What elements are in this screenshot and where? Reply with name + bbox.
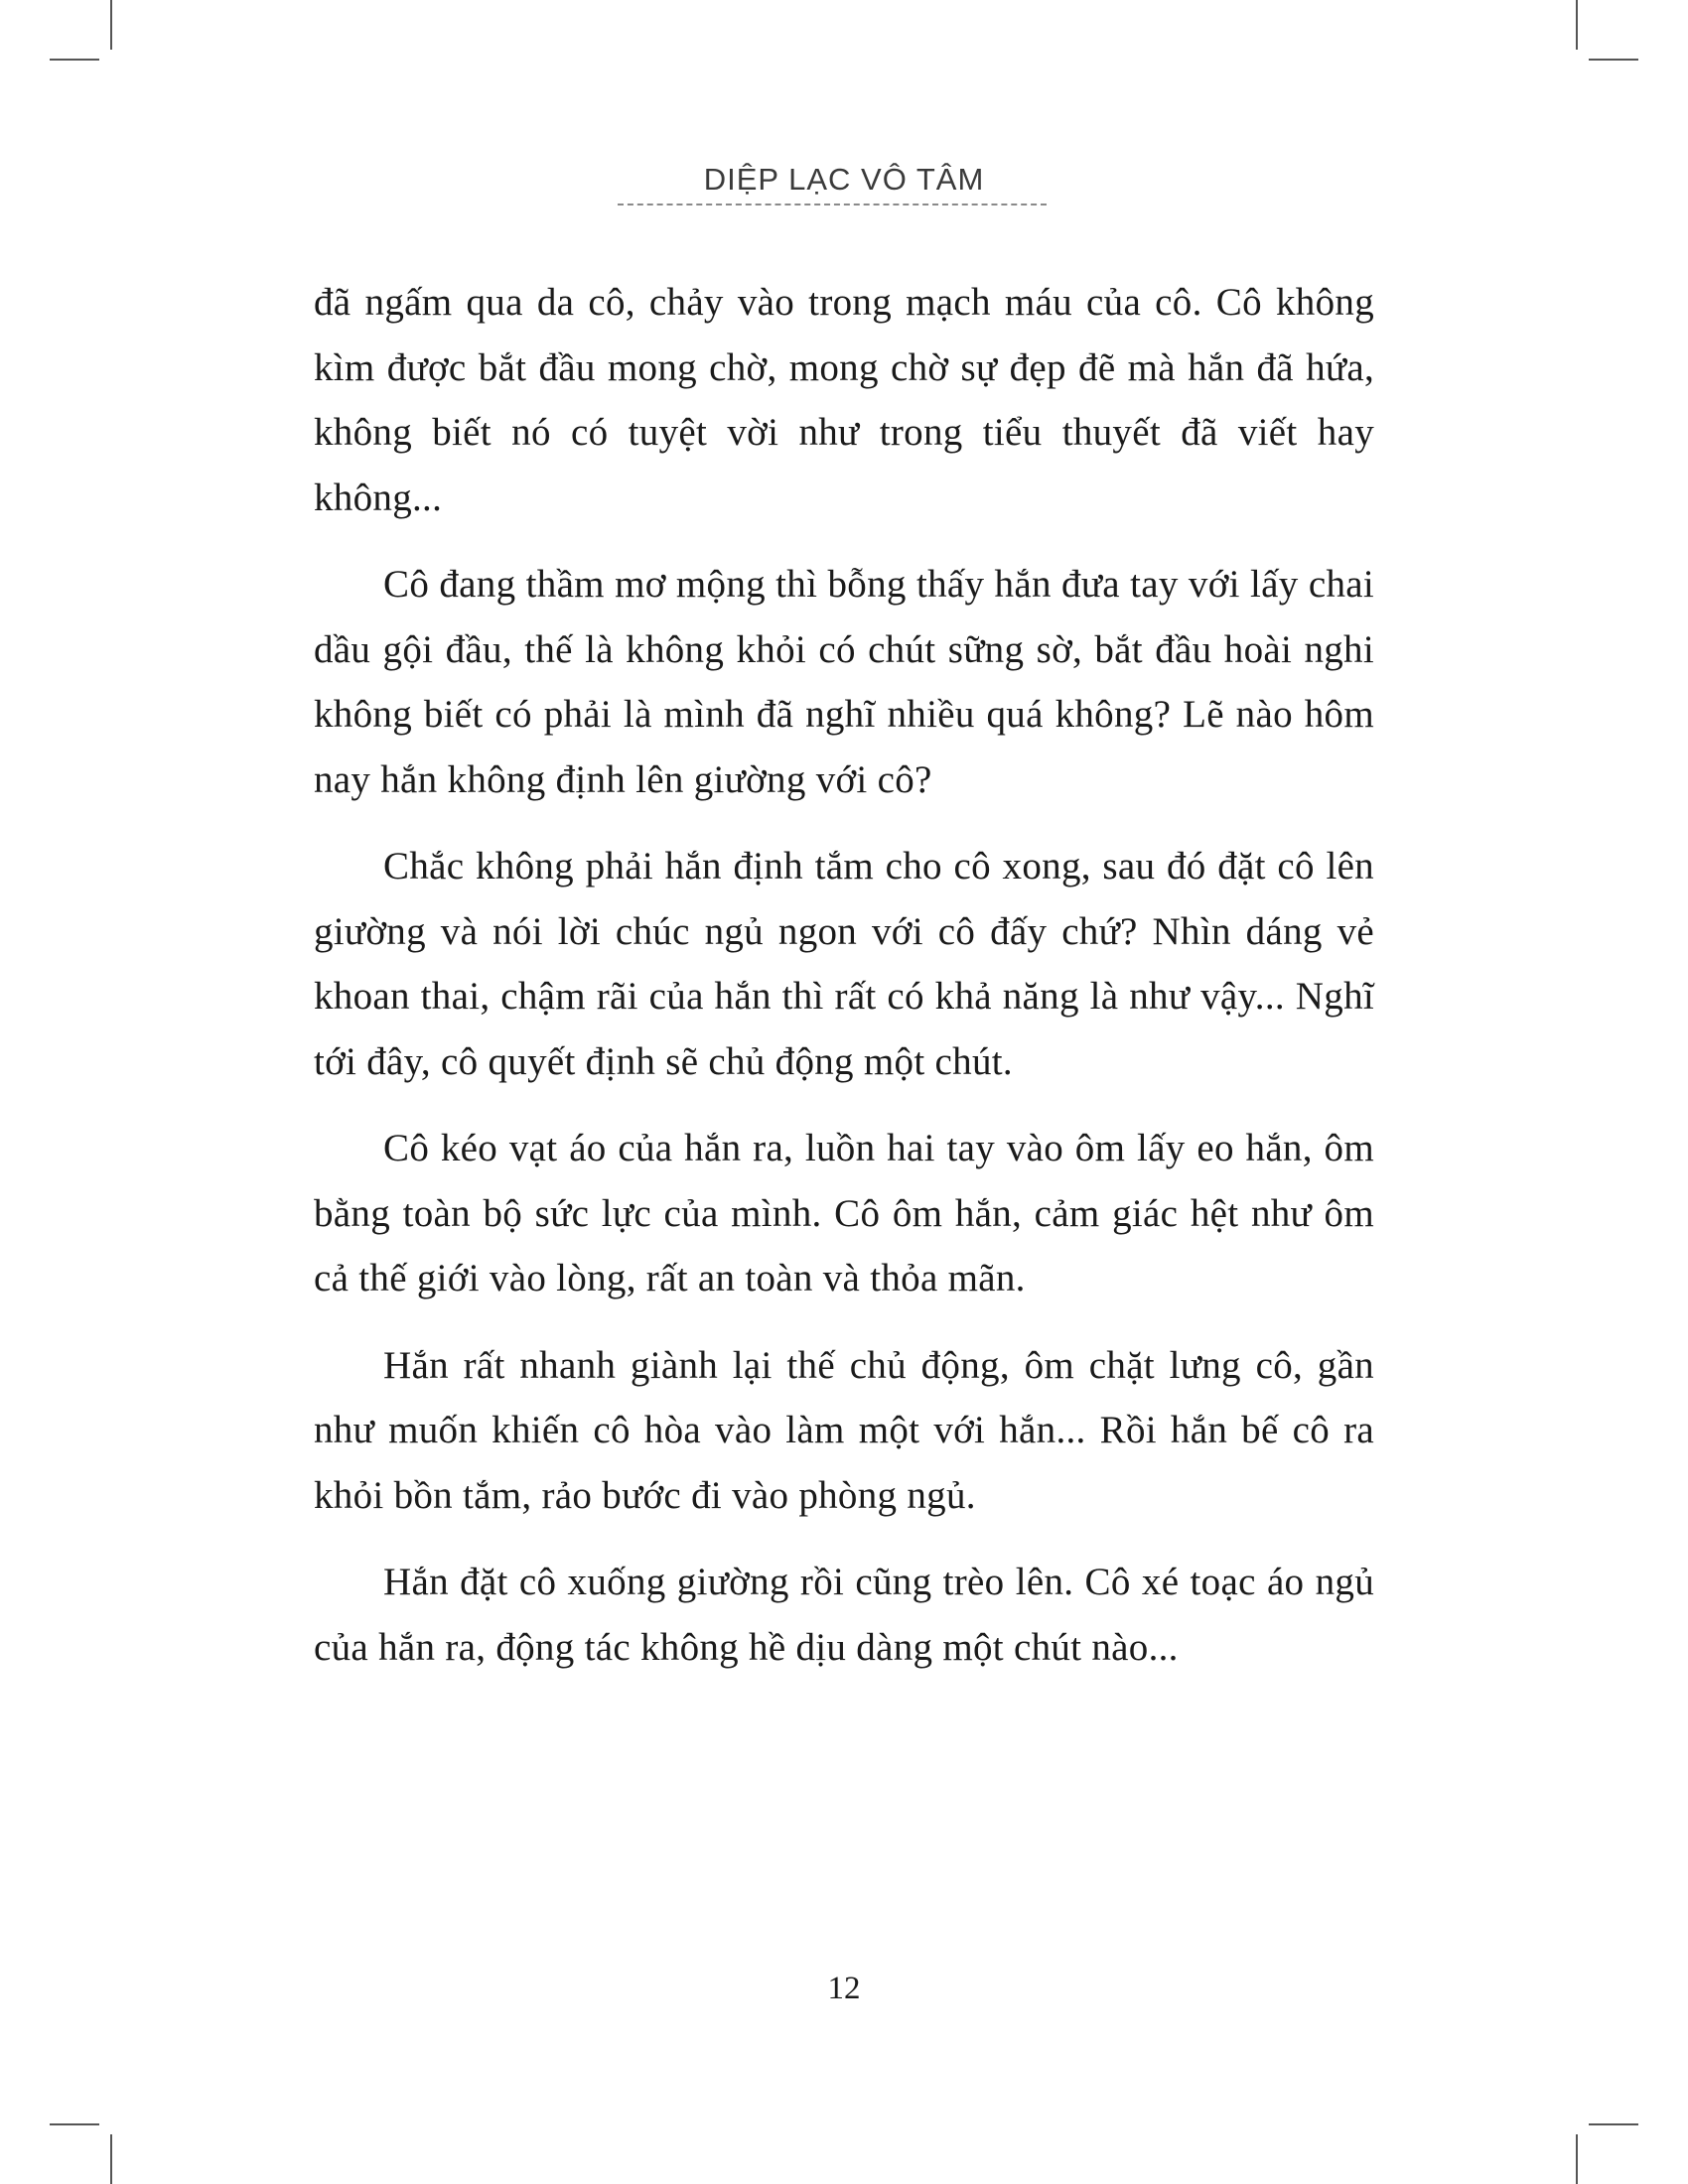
paragraph: Cô đang thầm mơ mộng thì bỗng thấy hắn đưa tay với lấy chai dầu gội đầu, thế là không khỏi có chút sững sờ, bắt đầu hoài nghi không biết có phải là mình đã nghĩ nhiều quá không? Lẽ nào hôm nay hắn không định lên giường với cô? bbox=[314, 563, 1374, 801]
crop-mark-top-right-vertical bbox=[1576, 0, 1578, 50]
crop-mark-bottom-right-vertical bbox=[1576, 2134, 1578, 2184]
page-number: 12 bbox=[827, 1971, 861, 2006]
crop-mark-bottom-left-horizontal bbox=[50, 2123, 99, 2125]
header-dashed-rule bbox=[618, 204, 1047, 205]
crop-mark-bottom-left-vertical bbox=[110, 2134, 112, 2184]
paragraph: Chắc không phải hắn định tắm cho cô xong, sau đó đặt cô lên giường và nói lời chúc ngủ ngon với cô đấy chứ? Nhìn dáng vẻ khoan thai, chậm rãi của hắn thì rất có khả năng là như vậy... Nghĩ tới đây, cô quyết định sẽ chủ động một chút. bbox=[314, 845, 1374, 1083]
running-title: DIỆP LẠC VÔ TÂM bbox=[703, 162, 985, 197]
paragraph: Cô kéo vạt áo của hắn ra, luồn hai tay vào ôm lấy eo hắn, ôm bằng toàn bộ sức lực của mình. Cô ôm hắn, cảm giác hệt như ôm cả thế giới vào lòng, rất an toàn và thỏa mãn. bbox=[314, 1127, 1374, 1299]
body-text bbox=[314, 270, 1374, 1702]
crop-mark-bottom-right-horizontal bbox=[1589, 2123, 1638, 2125]
paragraph-continued: đã ngấm qua da cô, chảy vào trong mạch máu của cô. Cô không kìm được bắt đầu mong chờ, mong chờ sự đẹp đẽ mà hắn đã hứa, không biết nó có tuyệt vời như trong tiểu thuyết đã viết hay không... bbox=[314, 281, 1374, 519]
crop-mark-top-left-horizontal bbox=[50, 59, 99, 61]
paragraph: Hắn rất nhanh giành lại thế chủ động, ôm chặt lưng cô, gần như muốn khiến cô hòa vào làm một với hắn... Rồi hắn bế cô ra khỏi bồn tắm, rảo bước đi vào phòng ngủ. bbox=[314, 1343, 1374, 1517]
crop-mark-top-right-horizontal bbox=[1589, 59, 1638, 61]
crop-mark-top-left-vertical bbox=[110, 0, 112, 50]
paragraph: Hắn đặt cô xuống giường rồi cũng trèo lên. Cô xé toạc áo ngủ của hắn ra, động tác không hề dịu dàng một chút nào... bbox=[314, 1561, 1374, 1669]
running-header bbox=[0, 162, 1688, 198]
